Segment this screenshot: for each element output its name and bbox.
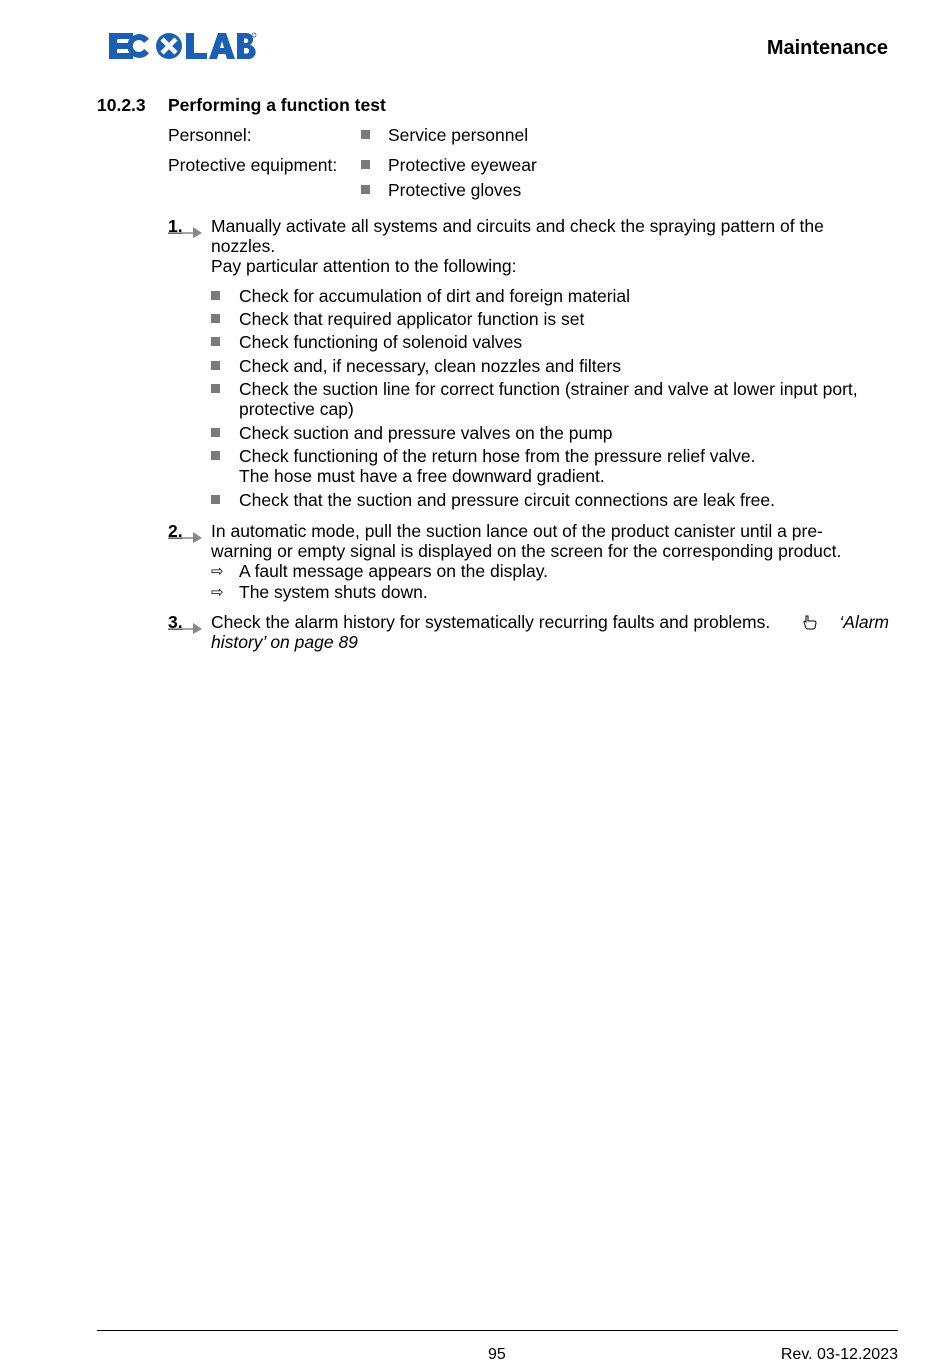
step-2-text <box>211 521 901 561</box>
step-1-number: 1. <box>168 216 183 236</box>
cross-reference-link[interactable]: history’ on page 89 <box>211 632 358 652</box>
result-arrow-icon: ⇨ <box>211 583 224 601</box>
check-item-line: Check the suction line for correct function (strainer and valve at lower input port, <box>239 379 858 399</box>
step-text-line: Manually activate all systems and circuits and check the spraying pattern of the <box>211 216 824 236</box>
step-3-number: 3. <box>168 612 183 632</box>
pointing-hand-icon <box>803 615 817 630</box>
check-item-text: Check suction and pressure valves on the pump <box>239 423 613 443</box>
equipment-item: Protective gloves <box>388 180 522 200</box>
check-item-text: Check that required applicator function is set <box>239 309 585 329</box>
step-text-line: Check the alarm history for systematically recurring faults and problems. <box>211 612 771 632</box>
check-item-text <box>239 379 899 419</box>
check-item-text <box>239 446 899 486</box>
personnel-label: Personnel: <box>168 125 252 145</box>
result-arrow-icon: ⇨ <box>211 562 224 580</box>
step-arrow-icon <box>168 224 204 238</box>
step-text-line: warning or empty signal is displayed on the screen for the corresponding product. <box>211 541 842 561</box>
step-text-line: nozzles. <box>211 236 276 256</box>
ecolab-logo <box>107 30 257 62</box>
check-item-line: The hose must have a free downward gradient. <box>239 466 605 486</box>
revision: Rev. 03-12.2023 <box>780 1346 898 1363</box>
result-text: A fault message appears on the display. <box>239 561 549 581</box>
cross-reference-link[interactable]: ‘Alarm <box>839 612 889 632</box>
bullet-square-icon <box>361 160 370 169</box>
bullet-square-icon <box>211 314 220 323</box>
step-arrow-icon <box>168 620 204 634</box>
check-item-text: Check that the suction and pressure circuit connections are leak free. <box>239 490 775 510</box>
bullet-square-icon <box>211 384 220 393</box>
bullet-square-icon <box>211 337 220 346</box>
personnel-item: Service personnel <box>388 125 529 145</box>
step-1-text <box>211 216 901 276</box>
bullet-square-icon <box>211 451 220 460</box>
step-text-line: In automatic mode, pull the suction lance out of the product canister until a pre- <box>211 521 823 541</box>
bullet-square-icon <box>211 428 220 437</box>
step-2-number: 2. <box>168 521 183 541</box>
bullet-square-icon <box>211 361 220 370</box>
check-item-line: Check functioning of the return hose from the pressure relief valve. <box>239 446 756 466</box>
equipment-label: Protective equipment: <box>168 155 338 175</box>
bullet-square-icon <box>361 130 370 139</box>
footer-divider <box>97 1330 898 1331</box>
step-3-text <box>211 612 901 652</box>
section-number: 10.2.3 <box>97 95 146 115</box>
bullet-square-icon <box>211 291 220 300</box>
check-item-text: Check and, if necessary, clean nozzles and filters <box>239 356 621 376</box>
step-arrow-icon <box>168 529 204 543</box>
step-text-line: Pay particular attention to the following: <box>211 256 517 276</box>
page-number: 95 <box>488 1346 506 1363</box>
result-text: The system shuts down. <box>239 582 428 602</box>
bullet-square-icon <box>211 495 220 504</box>
equipment-item: Protective eyewear <box>388 155 537 175</box>
chapter-title: Maintenance <box>766 37 888 59</box>
check-item-line: protective cap) <box>239 399 354 419</box>
bullet-square-icon <box>361 185 370 194</box>
section-title: Performing a function test <box>168 95 386 115</box>
check-item-text: Check for accumulation of dirt and foreign material <box>239 286 631 306</box>
check-item-text: Check functioning of solenoid valves <box>239 332 523 352</box>
